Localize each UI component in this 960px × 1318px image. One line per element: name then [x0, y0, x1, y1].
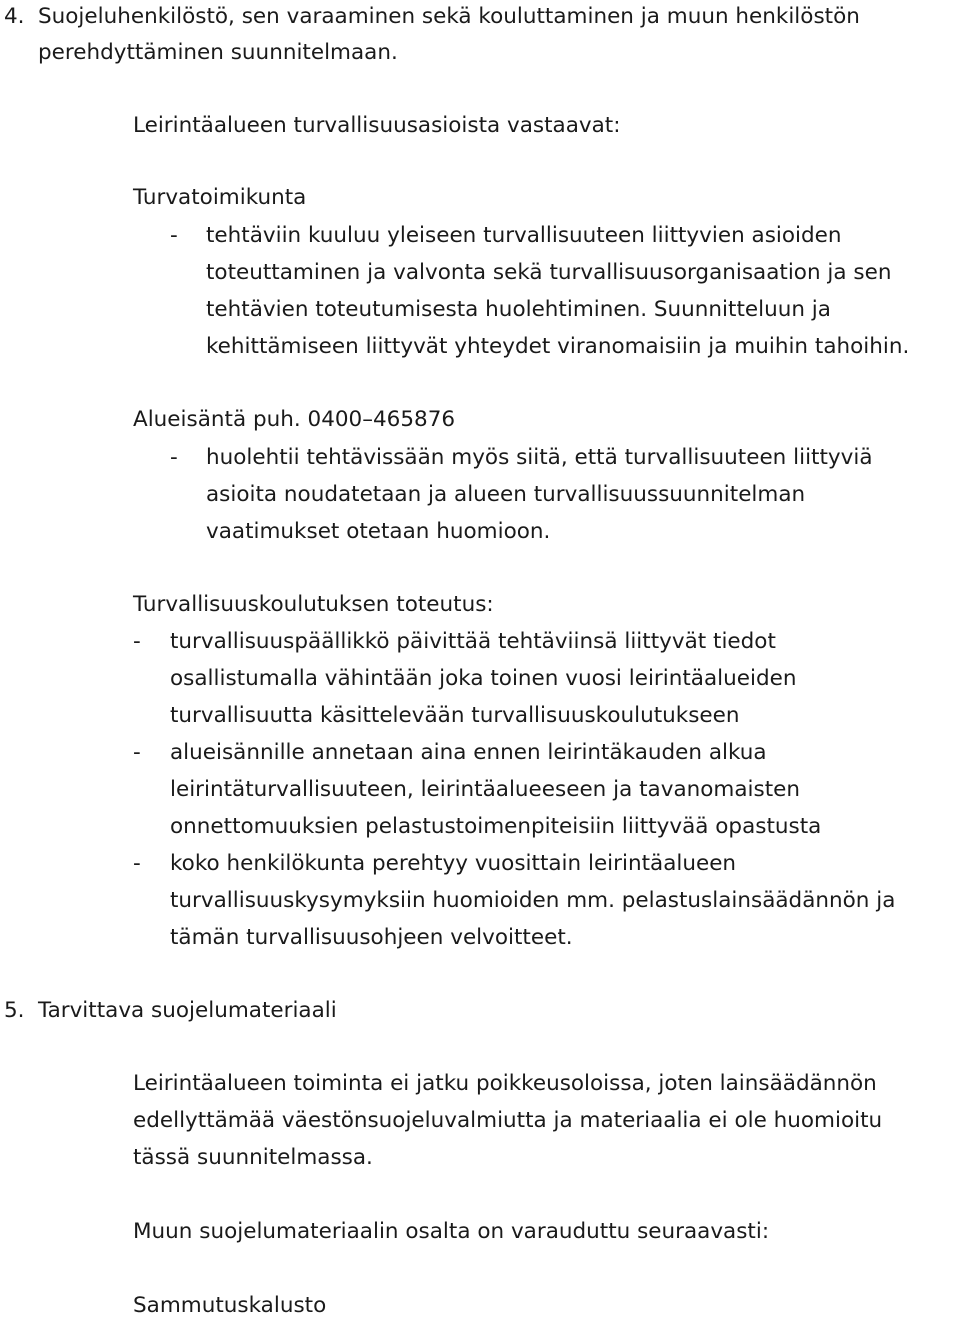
training-item-2-dash: -: [133, 740, 141, 765]
training-item-3-line-2: turvallisuuskysymyksiin huomioiden mm. pelastuslainsäädännön ja: [170, 888, 896, 913]
training-item-3-line-3: tämän turvallisuusohjeen velvoitteet.: [170, 925, 573, 950]
host-line-1: huolehtii tehtävissään myös siitä, että turvallisuuteen liittyviä: [206, 445, 873, 470]
committee-line-2: toteuttaminen ja valvonta sekä turvallisuusorganisaation ja sen: [206, 260, 892, 285]
section-5-paragraph-line-2: edellyttämää väestönsuojeluvalmiutta ja materiaalia ei ole huomioitu: [133, 1108, 883, 1133]
section-4-number: 4.: [4, 4, 25, 29]
committee-name: Turvatoimikunta: [133, 185, 307, 210]
host-line-2: asioita noudatetaan ja alueen turvallisuussuunnitelman: [206, 482, 806, 507]
host-dash: -: [170, 445, 178, 470]
training-heading: Turvallisuuskoulutuksen toteutus:: [133, 592, 494, 617]
host-name: Alueisäntä puh. 0400–465876: [133, 407, 456, 432]
training-item-2-line-3: onnettomuuksien pelastustoimenpiteisiin liittyvää opastusta: [170, 814, 822, 839]
committee-line-4: kehittämiseen liittyvät yhteydet viranomaisiin ja muihin tahoihin.: [206, 334, 910, 359]
section-5-paragraph-line-3: tässä suunnitelmassa.: [133, 1145, 373, 1170]
section-5-paragraph-line-1: Leirintäalueen toiminta ei jatku poikkeusoloissa, joten lainsäädännön: [133, 1071, 877, 1096]
section-5-number: 5.: [4, 998, 25, 1023]
section-4-title-line-2: perehdyttäminen suunnitelmaan.: [38, 40, 398, 65]
extinguishing-heading: Sammutuskalusto: [133, 1293, 327, 1318]
host-line-3: vaatimukset otetaan huomioon.: [206, 519, 551, 544]
training-item-1-line-3: turvallisuutta käsittelevään turvallisuuskoulutukseen: [170, 703, 740, 728]
training-item-1-line-1: turvallisuuspäällikkö päivittää tehtäviinsä liittyvät tiedot: [170, 629, 776, 654]
training-item-3-dash: -: [133, 851, 141, 876]
committee-dash: -: [170, 223, 178, 248]
committee-line-1: tehtäviin kuuluu yleiseen turvallisuuteen liittyvien asioiden: [206, 223, 842, 248]
training-item-3-line-1: koko henkilökunta perehtyy vuosittain leirintäalueen: [170, 851, 737, 876]
section-5-title: Tarvittava suojelumateriaali: [38, 998, 337, 1023]
training-item-2-line-2: leirintäturvallisuuteen, leirintäalueeseen ja tavanomaisten: [170, 777, 800, 802]
training-item-2-line-1: alueisännille annetaan aina ennen leirintäkauden alkua: [170, 740, 767, 765]
training-item-1-dash: -: [133, 629, 141, 654]
section-4-title-line-1: Suojeluhenkilöstö, sen varaaminen sekä kouluttaminen ja muun henkilöstön: [38, 4, 860, 29]
responsible-heading: Leirintäalueen turvallisuusasioista vastaavat:: [133, 113, 621, 138]
other-materials-text: Muun suojelumateriaalin osalta on varauduttu seuraavasti:: [133, 1219, 770, 1244]
training-item-1-line-2: osallistumalla vähintään joka toinen vuosi leirintäalueiden: [170, 666, 797, 691]
committee-line-3: tehtävien toteutumisesta huolehtiminen. Suunnitteluun ja: [206, 297, 831, 322]
